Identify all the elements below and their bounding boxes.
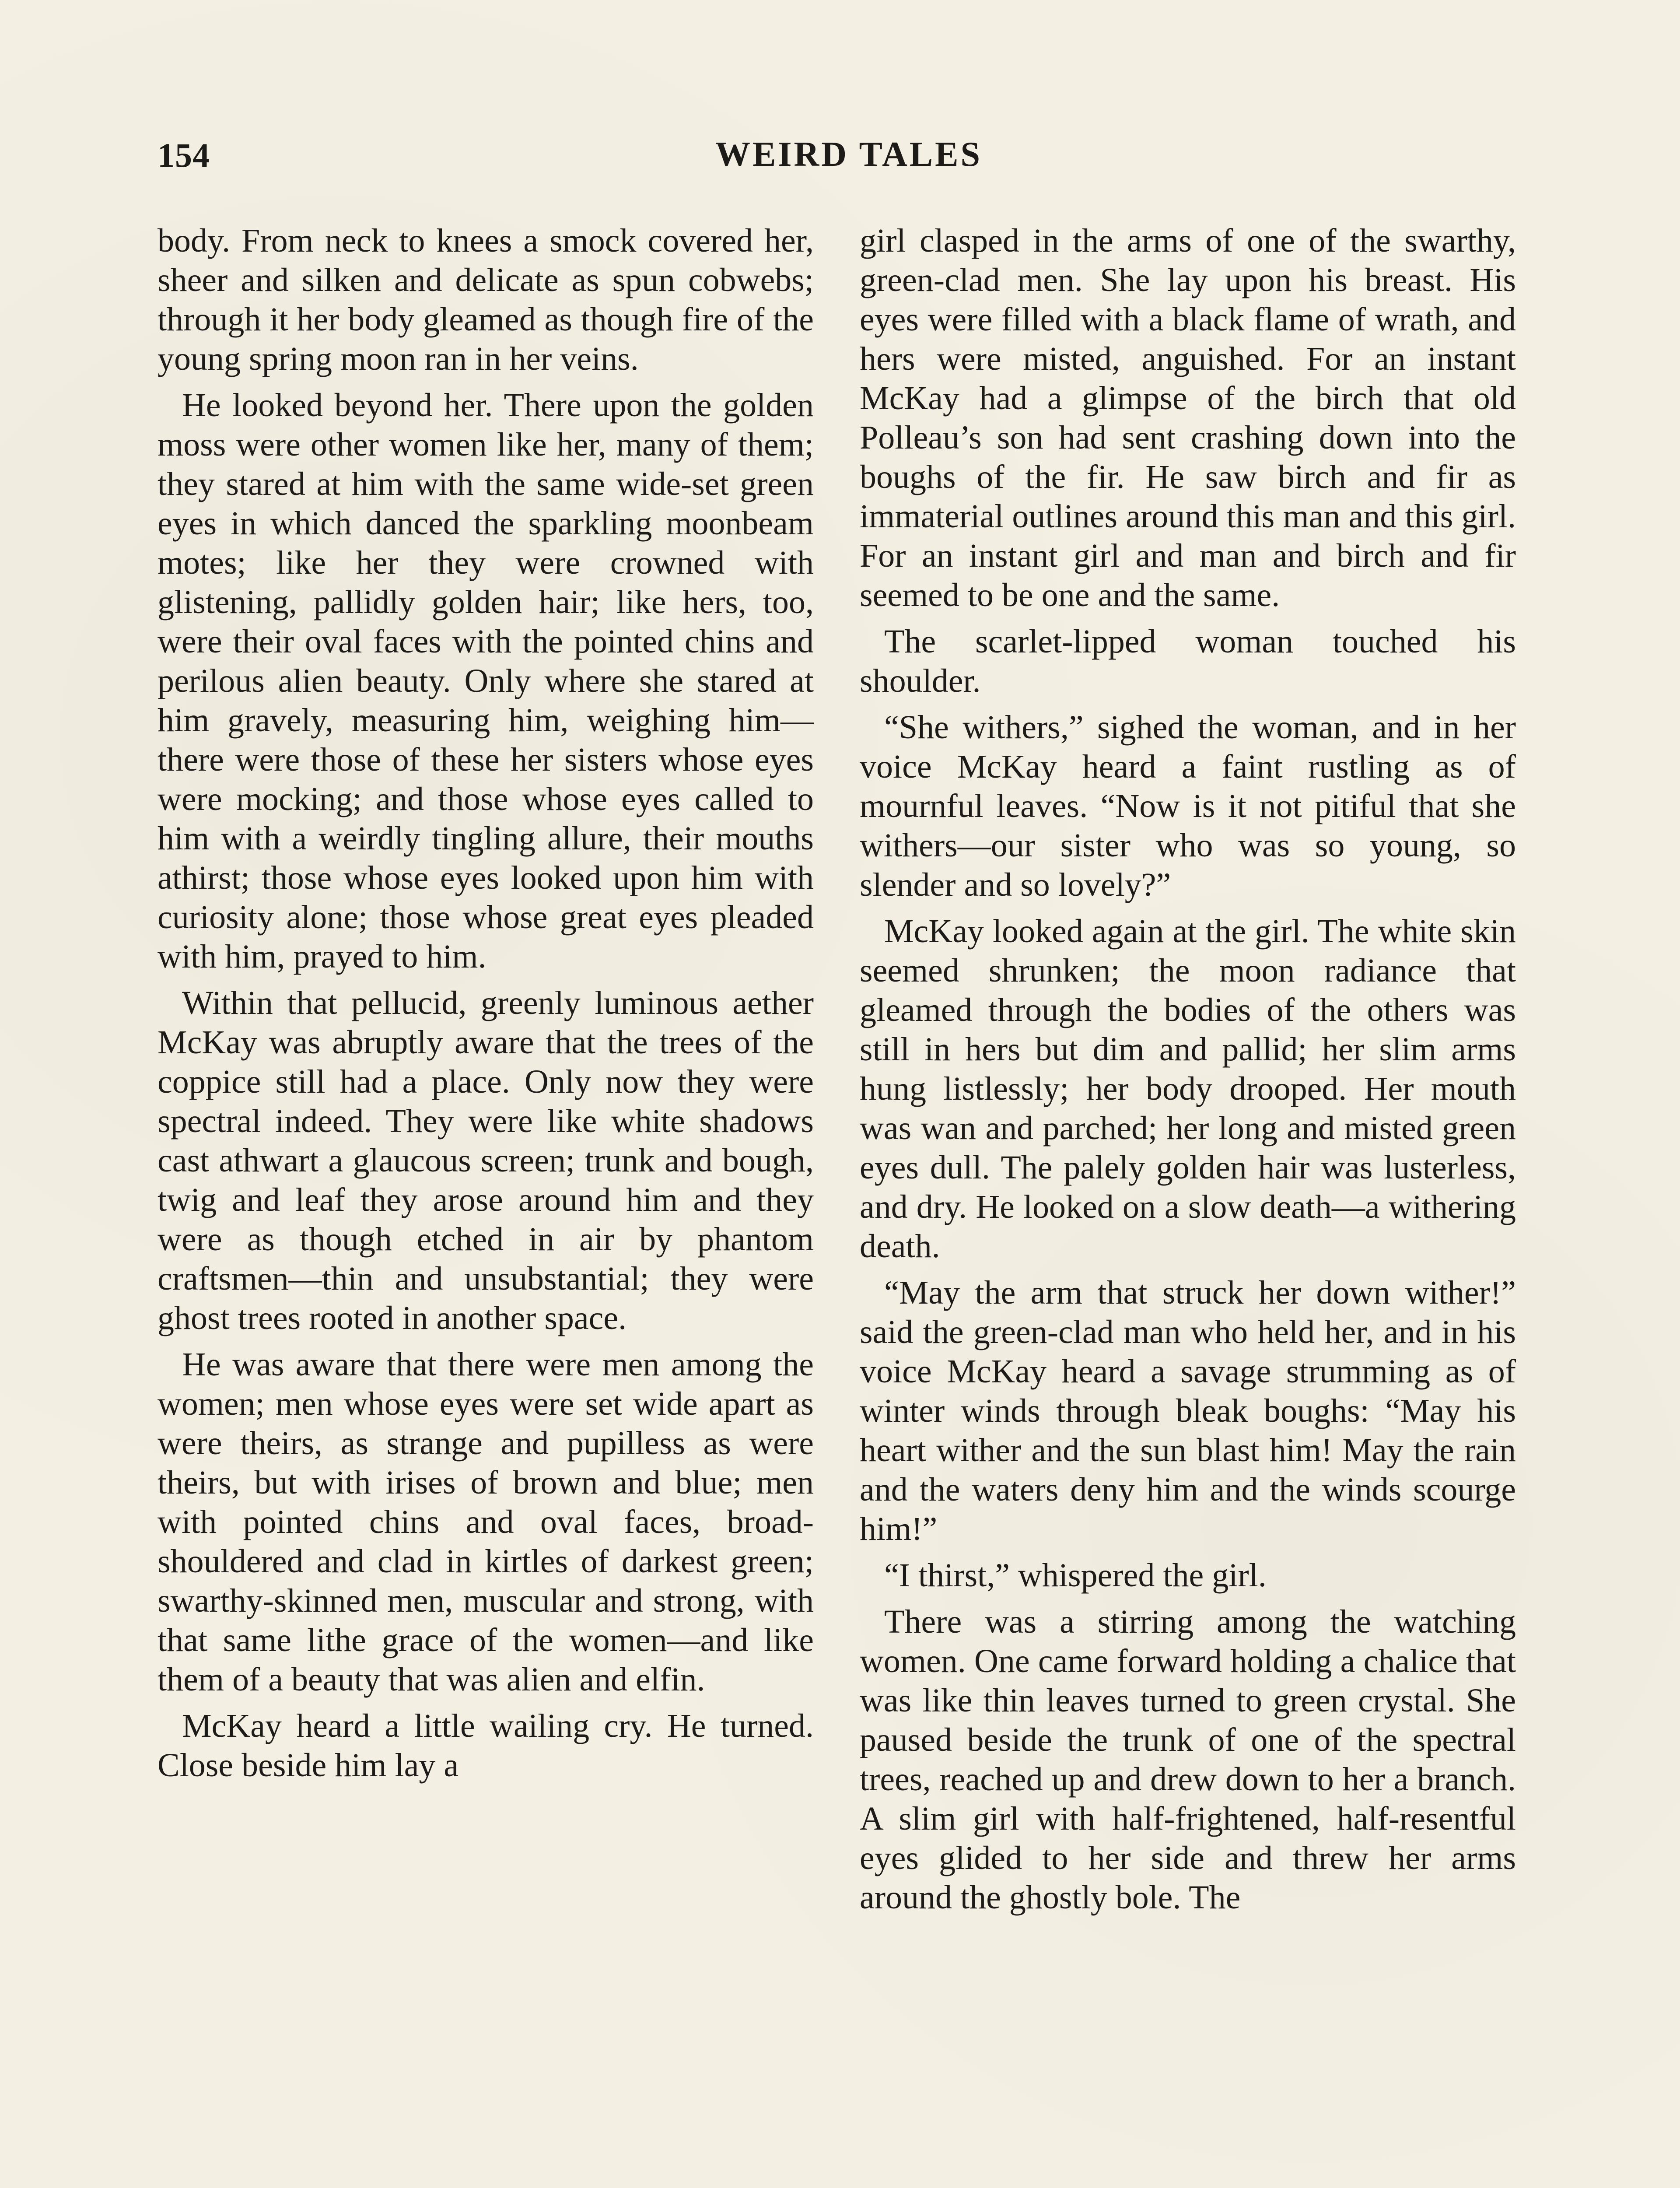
page-number: 154 xyxy=(158,136,210,174)
left-paragraph-1: body. From neck to knees a smock covered her, sheer and silken and delicate as spun cobwebs; through it her body gleamed as though fire of the young spring moon ran in her veins. xyxy=(158,222,814,377)
right-paragraph-1: girl clasped in the arms of one of the swarthy, green-clad men. She lay upon his breast. His eyes were filled with a black flame of wrath, and hers were misted, anguished. For an instant McKay had a glimpse of the birch that old Polleau’s son had sent crashing down into the boughs of the fir. He saw birch and fir as immaterial outlines around this man and this girl. For an instant girl and man and birch and fir seemed to be one and the same. xyxy=(860,222,1516,614)
left-paragraph-2: He looked beyond her. There upon the golden moss were other women like her, many of them; they stared at him with the same wide-set green eyes in which danced the sparkling moonbeam motes; like her they were crowned with glistening, pallidly golden hair; like hers, too, were their oval faces with the pointed chins and perilous alien beauty. Only where she stared at him gravely, measuring him, weighing him—there were those of these her sisters whose eyes were mocking; and those whose eyes called to him with a weirdly tingling allure, their mouths athirst; those whose eyes looked upon him with curiosity alone; those whose great eyes pleaded with him, prayed to him. xyxy=(158,387,814,975)
left-paragraph-5: McKay heard a little wailing cry. He turned. Close beside him lay a xyxy=(158,1708,814,1784)
left-column-text xyxy=(158,221,814,2188)
right-paragraph-5: “May the arm that struck her down wither!” said the green-clad man who held her, and in his voice McKay heard a savage strumming as of winter winds through bleak boughs: “May his heart wither and the sun blast him! May the rain and the waters deny him and the winds scourge him!” xyxy=(860,1274,1516,1547)
page-header xyxy=(158,127,1522,193)
right-column-text xyxy=(860,221,1516,2188)
left-paragraph-4: He was aware that there were men among the women; men whose eyes were set wide apart as were theirs, as strange and pupilless as were theirs, but with irises of brown and blue; men with pointed chins and oval faces, broad-shouldered and clad in kirtles of darkest green; swarthy-skinned men, muscular and strong, with that same lithe grace of the women—and like them of a beauty that was alien and elfin. xyxy=(158,1346,814,1698)
right-paragraph-7: There was a stirring among the watching women. One came forward holding a chalice that was like thin leaves turned to green crystal. She paused beside the trunk of one of the spectral trees, reached up and drew down to her a branch. A slim girl with half-frightened, half-resentful eyes glided to her side and threw her arms around the ghostly bole. The xyxy=(860,1603,1516,1916)
left-paragraph-3: Within that pellucid, greenly luminous aether McKay was abruptly aware that the trees of the coppice still had a place. Only now they were spectral indeed. They were like white shadows cast athwart a glaucous screen; trunk and bough, twig and leaf they arose around him and they were as though etched in air by phantom craftsmen—thin and unsubstantial; they were ghost trees rooted in another space. xyxy=(158,985,814,1336)
right-paragraph-3: “She withers,” sighed the woman, and in her voice McKay heard a faint rustling as of mournful leaves. “Now is it not pitiful that she withers—our sister who was so young, so slender and so lovely?” xyxy=(860,709,1516,903)
right-paragraph-6: “I thirst,” whispered the girl. xyxy=(884,1557,1267,1594)
right-paragraph-4: McKay looked again at the girl. The white skin seemed shrunken; the moon radiance that gleamed through the bodies of the others was still in hers but dim and pallid; her slim arms hung listlessly; her body drooped. Her mouth was wan and parched; her long and misted green eyes dull. The palely golden hair was lusterless, and dry. He looked on a slow death—a withering death. xyxy=(860,913,1516,1265)
right-paragraph-2: The scarlet-lipped woman touched his shoulder. xyxy=(860,623,1516,699)
magazine-title: WEIRD TALES xyxy=(715,135,982,174)
